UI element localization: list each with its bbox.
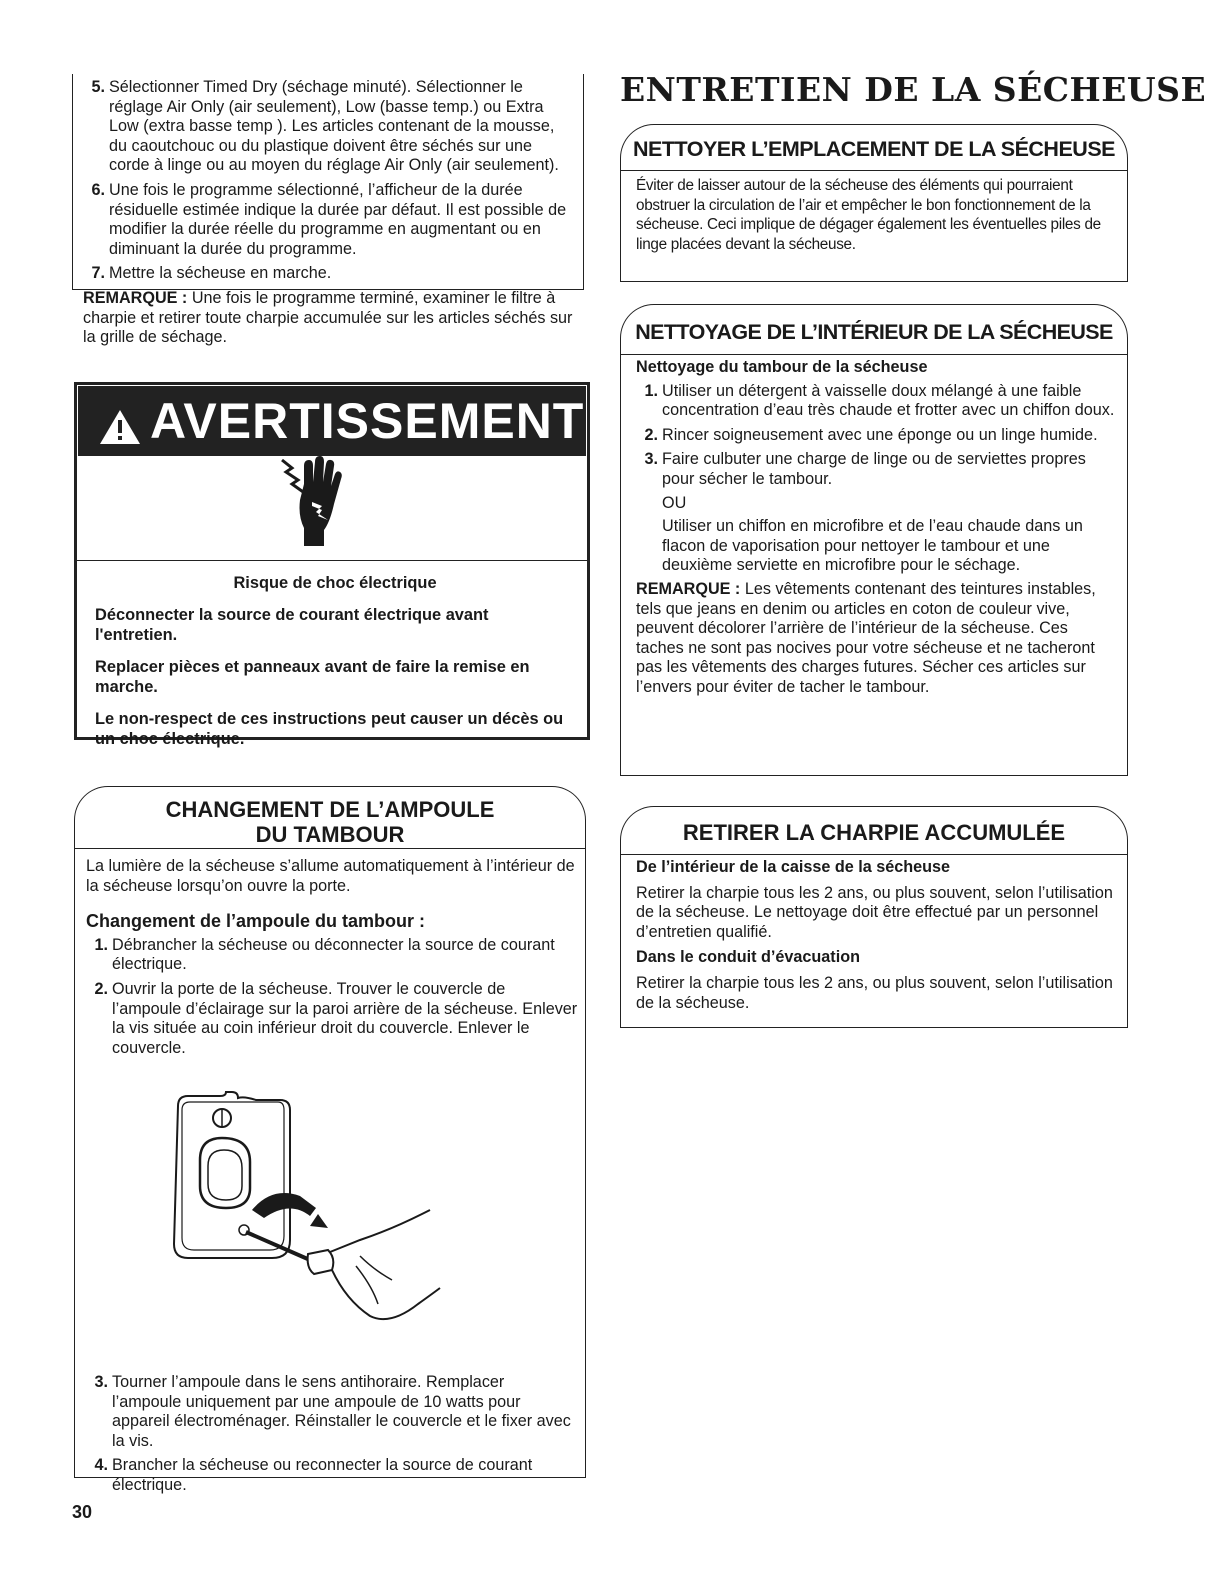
clean-location-text: Éviter de laisser autour de la sécheuse des éléments qui pourraient obstruer la circulation de l’air et empêcher le bon fonctionnement de la sécheuse. Ceci implique de dégager également les éventuelles piles de linge placées devant la sécheuse. (636, 177, 1101, 253)
warning-line: Le non-respect de ces instructions peut causer un décès ou un choc électrique. (95, 710, 564, 748)
page-number: 30 (72, 1502, 93, 1522)
remarque-note: REMARQUE : Une fois le programme terminé, examiner le filtre à charpie et retirer toute charpie accumulée sur les articles séchés sur la grille de séchage. (83, 288, 573, 347)
clean-interior-steps (636, 382, 1120, 490)
electric-shock-hand-icon (278, 454, 348, 550)
step-item: 7. Mettre la sécheuse en marche. (91, 264, 332, 283)
bulb-subheading: Changement de l’ampoule du tambour : (86, 911, 426, 932)
page-title: ENTRETIEN DE LA SÉCHEUSE (620, 70, 1207, 109)
warning-title: AVERTISSEMENT (150, 393, 585, 449)
clean-interior-remarque: REMARQUE : Les vêtements contenant des teintures instables, tels que jeans en denim ou articles en coton de couleur vive, peuvent décolorer l’arrière de l’intérieur de la sécheuse. Ces taches ne sont pas nocives pour votre sécheuse et ne tacheront pas les vêtements des charges futures. Sécher ces articles sur l’envers pour éviter de tacher le tambour. (636, 579, 1096, 696)
step-item: 3. Tourner l’ampoule dans le sens antihoraire. Remplacer l’ampoule uniquement par une ampoule de 10 watts pour appareil électroménager. Réinstaller le couvercle et le fixer avec la vis. (94, 1373, 571, 1450)
step-item: 3. Faire culbuter une charge de linge ou de serviettes propres pour sécher le tambour. (644, 450, 1086, 488)
warning-divider (76, 560, 588, 561)
step-item: 5. Sélectionner Timed Dry (séchage minuté). Sélectionner le réglage Air Only (air seulement), Low (basse temp.) ou Extra Low (extra basse temp ). Les articles contenant de la mousse, du caoutchouc ou du plastique doivent être séchés sur une corde à linge ou au moyen du réglage Air Only (air seulement). (91, 78, 559, 175)
steps-continued-box (72, 74, 584, 347)
step-item: 2. Ouvrir la porte de la sécheuse. Trouver le couvercle de l’ampoule d’éclairage sur la paroi arrière de la sécheuse. Enlever la vis située au coin inférieur droit du couvercle. Enlever le couvercle. (94, 979, 578, 1057)
lint-content (636, 858, 1120, 1019)
step-item: 2. Rincer soigneusement avec une éponge ou un linge humide. (644, 425, 1098, 444)
clean-interior-subheading: Nettoyage du tambour de la sécheuse (636, 358, 928, 376)
bulb-section-heading: CHANGEMENT DE L’AMPOULE DU TAMBOUR (74, 786, 586, 848)
lint-sub2: Dans le conduit d’évacuation (636, 948, 860, 967)
bulb-steps-list (86, 936, 578, 1059)
warning-banner (78, 386, 586, 456)
clean-interior-alt: Utiliser un chiffon en microfibre et de l’eau chaude dans un flacon de vaporisation pour nettoyer le tambour et une deuxième serviette en microfibre pour le séchage. (662, 517, 1083, 575)
lint-text1: Retirer la charpie tous les 2 ans, ou plus souvent, selon l’utilisation de la sécheuse. Le nettoyage doit être effectué par un personnel d’entretien qualifié. (636, 883, 1113, 941)
step-item: 4. Brancher la sécheuse ou reconnecter la source de courant électrique. (94, 1456, 533, 1494)
warning-line: Déconnecter la source de courant électrique avant l'entretien. (95, 606, 489, 644)
lint-sub1: De l’intérieur de la caisse de la sécheuse (636, 858, 951, 876)
step-item: 6. Une fois le programme sélectionné, l’afficheur de la durée résiduelle estimée indique la durée par défaut. Il est possible de modifier la durée réelle du programme en augmentant ou en diminuant la durée du programme. (91, 180, 567, 258)
clean-interior-heading: NETTOYAGE DE L’INTÉRIEUR DE LA SÉCHEUSE (620, 304, 1128, 354)
warning-text (95, 573, 575, 755)
warning-line: Replacer pièces et panneaux avant de faire la remise en marche. (95, 658, 530, 696)
bulb-intro: La lumière de la sécheuse s’allume automatiquement à l’intérieur de la sécheuse lorsqu’on ouvre la porte. (86, 857, 575, 895)
bulb-steps-list-2 (86, 1373, 578, 1496)
warning-triangle-icon (98, 408, 142, 446)
bulb-section-content-2 (86, 1373, 578, 1501)
clean-interior-content (636, 358, 1120, 704)
step-item: 1. Utiliser un détergent à vaisselle doux mélangé à une faible concentration d’eau très chaude et frotter avec un chiffon doux. (644, 381, 1115, 420)
lint-heading: RETIRER LA CHARPIE ACCUMULÉE (620, 806, 1128, 854)
steps-continued-content (83, 78, 575, 354)
bulb-section-content (86, 857, 578, 1063)
bulb-cover-illustration (160, 1090, 460, 1350)
lint-text2: Retirer la charpie tous les 2 ans, ou plus souvent, selon l’utilisation de la sécheuse. (636, 973, 1113, 1012)
step-item: 1. Débrancher la sécheuse ou déconnecter la source de courant électrique. (94, 935, 555, 974)
steps-list (83, 78, 575, 284)
clean-interior-ou: OU (662, 493, 687, 512)
clean-location-heading: NETTOYER L’EMPLACEMENT DE LA SÉCHEUSE (620, 124, 1128, 170)
warning-risk: Risque de choc électrique (233, 574, 437, 592)
